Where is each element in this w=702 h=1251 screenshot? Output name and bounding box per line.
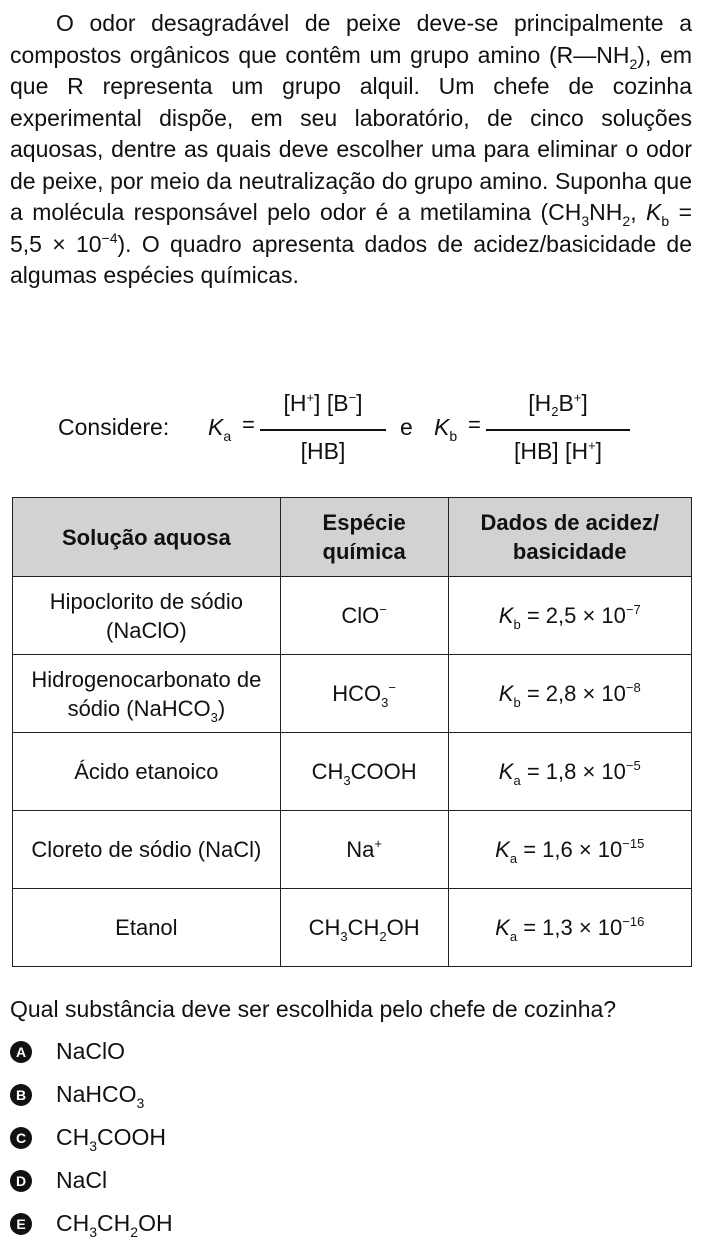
table-row: [13, 577, 692, 655]
option-text: NaClO: [56, 1038, 126, 1064]
equilibrium-definitions: [58, 384, 678, 476]
kb-equals: =: [468, 412, 481, 437]
kb-formula: [434, 384, 634, 476]
ka-numerator: [H+] [B−]: [283, 390, 363, 416]
species-cell: $HCO_3^-$: [280, 655, 448, 733]
option-letter-badge: C: [10, 1127, 32, 1149]
table-header-row: [13, 498, 692, 577]
statement-paragraph: O odor desagradável de peixe deve-se principalmente a compostos orgânicos que contêm um grupo amino $(R—NH_2)$, em que R representa um grupo alquil. Um chefe de cozinha experimental dispõe, em seu laboratório, de cinco soluções aquosas, dentre as quais deve escolher uma para eliminar o odor de peixe, por meio da neutralização do grupo amino. Suponha que a molécula responsável pelo odor é a metilamina ($CH_3NH_2$, $K_b = 5,5 \times 10^{-4}$). O quadro apresenta dados de acidez/basicidade de algumas espécies químicas.: [10, 10, 693, 288]
species-cell: Na+: [280, 811, 448, 889]
species-cell: ClO−: [280, 577, 448, 655]
kb-fraction-bar: [486, 429, 630, 431]
option-letter-badge: A: [10, 1041, 32, 1063]
constant-cell: $K_a = 1,3 \times 10^{-16}$: [448, 889, 691, 967]
constant-cell: $K_b = 2,8 \times 10^{-8}$: [448, 655, 691, 733]
ka-equals: =: [242, 412, 255, 437]
constant-cell: $K_b = 2,5 \times 10^{-7}$: [448, 577, 691, 655]
option-letter-badge: E: [10, 1213, 32, 1235]
conjunction: e: [400, 414, 413, 440]
consider-label: Considere:: [58, 414, 170, 440]
constant-cell: $K_a = 1,6 \times 10^{-15}$: [448, 811, 691, 889]
answer-options: [10, 1036, 690, 1251]
ka-fraction: [260, 384, 386, 476]
option-a[interactable]: [10, 1036, 690, 1079]
ka-fraction-bar: [260, 429, 386, 431]
constant-cell: $K_a = 1,8 \times 10^{-5}$: [448, 733, 691, 811]
kb-fraction: [486, 384, 630, 476]
option-e[interactable]: [10, 1208, 690, 1251]
option-text: NaHCO$_3$: [56, 1081, 145, 1111]
option-text: $CH_3COOH$: [56, 1124, 167, 1154]
species-cell: $CH_3CH_2OH$: [280, 889, 448, 967]
option-d[interactable]: [10, 1165, 690, 1208]
kb-denominator: [HB] [H+]: [513, 438, 603, 464]
kb-symbol: $K_b$: [434, 414, 458, 444]
option-b[interactable]: [10, 1079, 690, 1122]
question-statement: [10, 8, 692, 292]
option-letter-badge: D: [10, 1170, 32, 1192]
option-text: $CH_3CH_2OH$: [56, 1210, 173, 1240]
solution-cell: Hipoclorito de sódio (NaClO): [13, 577, 281, 655]
table-row: [13, 811, 692, 889]
solution-cell: Cloreto de sódio (NaCl): [13, 811, 281, 889]
species-cell: $CH_3COOH$: [280, 733, 448, 811]
table-row: [13, 733, 692, 811]
ka-formula: [208, 384, 388, 476]
option-c[interactable]: [10, 1122, 690, 1165]
table-row: [13, 655, 692, 733]
header-species: Espécie química: [280, 498, 448, 577]
solution-cell: Hidrogenocarbonato de sódio (NaHCO$_3$): [13, 655, 281, 733]
solution-cell: Ácido etanoico: [13, 733, 281, 811]
solution-cell: Etanol: [13, 889, 281, 967]
ka-symbol: $K_a$: [208, 414, 232, 444]
option-letter-badge: B: [10, 1084, 32, 1106]
option-text: NaCl: [56, 1167, 108, 1193]
table-row: [13, 889, 692, 967]
question-prompt: Qual substância deve ser escolhida pelo chefe de cozinha?: [10, 996, 617, 1022]
header-data: Dados de acidez/ basicidade: [448, 498, 691, 577]
acidity-table: [12, 497, 692, 967]
header-solution: Solução aquosa: [13, 498, 281, 577]
ka-denominator: [HB]: [300, 438, 346, 464]
kb-numerator: $[H_2B^+]$: [528, 390, 588, 419]
